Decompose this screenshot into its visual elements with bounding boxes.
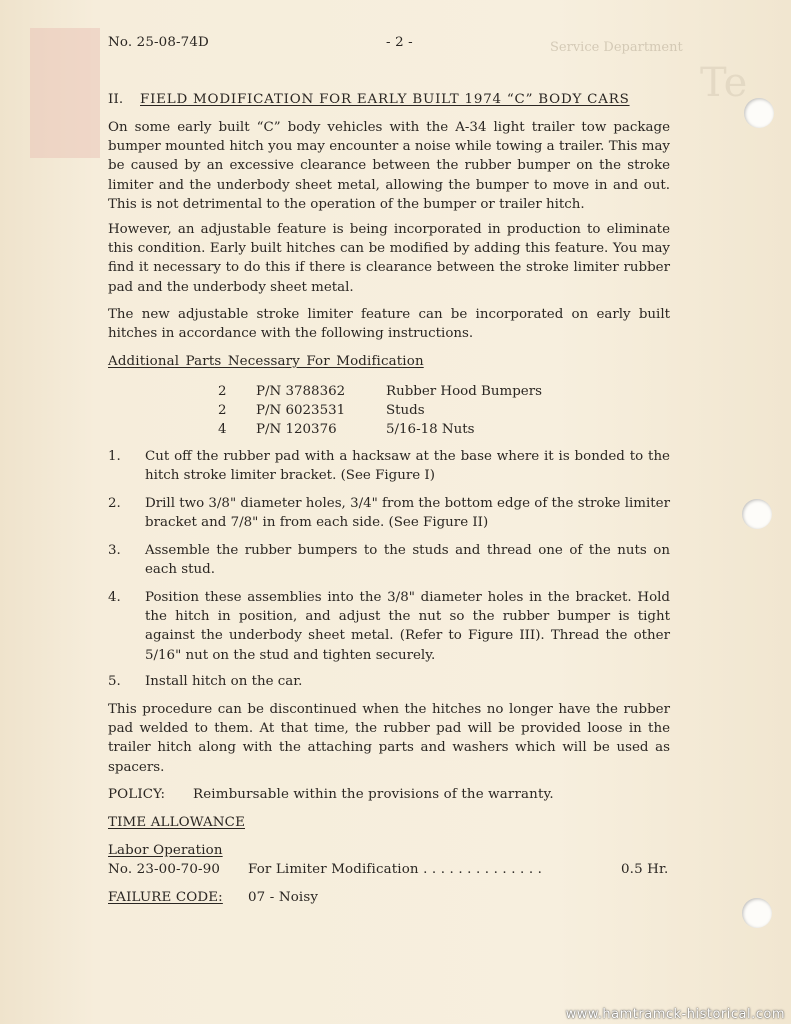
section-title: FIELD MODIFICATION FOR EARLY BUILT 1974 “C” BODY CARS (140, 92, 630, 107)
labor-operation-heading: Labor Operation (108, 843, 223, 858)
part-qty: 2 (218, 403, 227, 419)
step-text: Drill two 3/8" diameter holes, 3/4" from the bottom edge of the stroke limiter bracket and 7/8" in from each side. (See Figure II) (145, 496, 670, 531)
part-number: P/N 120376 (256, 422, 337, 438)
section-number: II. (108, 92, 124, 107)
time-allowance-heading: TIME ALLOWANCE (108, 815, 245, 830)
paragraph: The new adjustable stroke limiter feature can be incorporated on early built hitches in accordance with the following instructions. (108, 307, 670, 342)
policy-text: Reimbursable within the provisions of the warranty. (193, 787, 554, 802)
punch-hole (744, 98, 774, 128)
bleed-through-text: Service Department (550, 40, 683, 55)
parts-row (218, 401, 542, 420)
step-text: Cut off the rubber pad with a hacksaw at the base where it is bonded to the hitch stroke limiter bracket. (See Figure I) (145, 449, 670, 484)
bleed-through-logo (30, 28, 100, 158)
part-description: Studs (386, 403, 425, 419)
page-number: - 2 - (386, 35, 413, 50)
step-number: 4. (108, 590, 121, 605)
step-text: Install hitch on the car. (145, 674, 303, 689)
punch-hole (742, 898, 772, 928)
failure-code-text: 07 - Noisy (248, 890, 319, 905)
step-text: Position these assemblies into the 3/8" diameter holes in the bracket. Hold the hitch in position, and adjust the nut so the rubber bumper is tight against the underbody sheet metal. (Refer to Figure III). Thread the other 5/16" nut on the stud and tighten securely. (145, 590, 670, 663)
step-number: 3. (108, 543, 121, 558)
bleed-through-text: Te (700, 60, 748, 106)
paragraph: This procedure can be discontinued when the hitches no longer have the rubber pad welded to them. At that time, the rubber pad will be provided loose in the trailer hitch along with the attaching parts and washers which will be used as spacers. (108, 702, 670, 775)
paragraph: On some early built “C” body vehicles with the A-34 light trailer tow package bumper mounted hitch you may encounter a noise while towing a trailer. This may be caused by an excessive clearance between the rubber bumper on the stroke limiter and the underbody sheet metal, allowing the bumper to move in and out. This is not detrimental to the operation of the bumper or trailer hitch. (108, 120, 670, 212)
parts-heading: Additional Parts Necessary For Modification (108, 354, 424, 369)
punch-hole (742, 499, 772, 529)
parts-table (218, 382, 542, 440)
part-number: P/N 6023531 (256, 403, 346, 419)
step-number: 2. (108, 496, 121, 511)
labor-operation-number: No. 23-00-70-90 (108, 862, 221, 877)
document-number: No. 25-08-74D (108, 35, 209, 50)
parts-row (218, 420, 542, 439)
labor-operation-description: For Limiter Modification . . . . . . . . . . . . . . (248, 862, 543, 877)
step-text: Assemble the rubber bumpers to the studs and thread one of the nuts on each stud. (145, 543, 670, 578)
part-description: 5/16-18 Nuts (386, 422, 475, 438)
parts-row (218, 382, 542, 401)
site-watermark: www.hamtramck-historical.com (565, 1007, 785, 1022)
policy-label: POLICY: (108, 787, 166, 802)
part-description: Rubber Hood Bumpers (386, 384, 542, 399)
step-number: 1. (108, 449, 121, 464)
failure-code-label: FAILURE CODE: (108, 890, 223, 905)
paragraph: However, an adjustable feature is being incorporated in production to eliminate this condition. Early built hitches can be modified by adding this feature. You may find it necessary to do this if there is clearance between the stroke limiter rubber pad and the underbody sheet metal. (108, 222, 670, 295)
part-qty: 2 (218, 384, 227, 399)
part-qty: 4 (218, 422, 227, 438)
part-number: P/N 3788362 (256, 384, 346, 399)
labor-operation-time: 0.5 Hr. (621, 862, 669, 877)
step-number: 5. (108, 674, 121, 689)
